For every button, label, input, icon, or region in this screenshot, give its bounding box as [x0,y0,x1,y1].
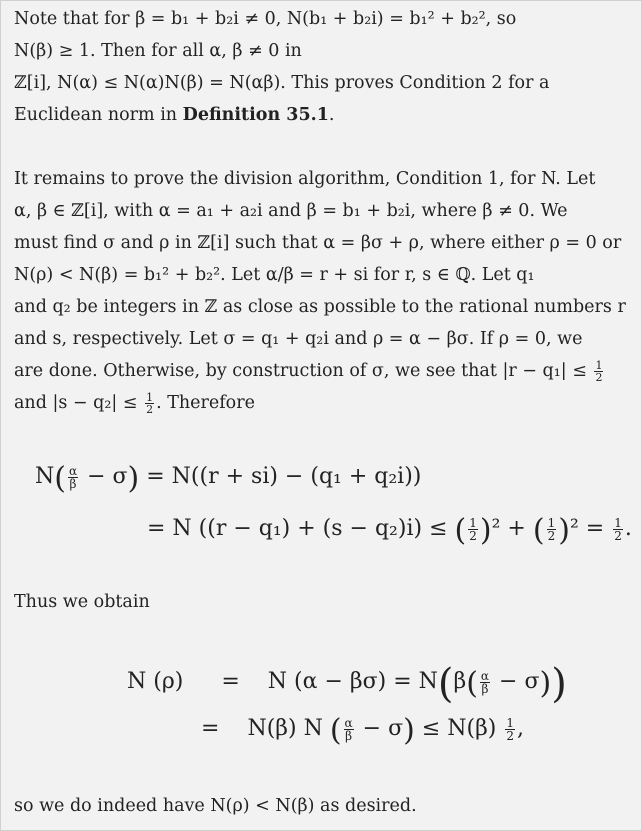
text-line [14,387,634,419]
text-line: Note that for β = b₁ + b₂i ≠ 0, N(b₁ + b₂i) = b₁² + b₂², so [14,9,517,29]
text-line [14,355,634,387]
paragraph-conclusion [14,790,634,822]
fraction-alpha-beta: $\frac{\alpha}{\beta}$ [480,668,490,696]
text-span: Euclidean norm in [14,105,183,125]
text-line: and q₂ be integers in ℤ as close as possible to the rational numbers r [14,297,626,317]
fraction-half: $\frac{1}{2}$ [146,391,154,416]
text-span: . Therefore [156,393,255,413]
text-line [14,99,634,131]
text-span: . [328,105,335,125]
text-line: so we do indeed have N(ρ) < N(β) as desired. [14,796,417,816]
equation-2-row-1: N (ρ) = N (α − βσ) = N(β( $\frac{\alpha}{\beta}$ − σ)) [127,661,567,707]
text-line: N(β) ≥ 1. Then for all α, β ≠ 0 in [14,41,302,61]
text-line: N(ρ) < N(β) = b₁² + b₂². Let α/β = r + si for r, s ∈ ℚ. Let q₁ [14,265,535,285]
fraction-half: $\frac{1}{2}$ [614,515,622,543]
fraction-half: $\frac{1}{2}$ [469,515,477,543]
fraction-half: $\frac{1}{2}$ [506,715,515,743]
text-line: Thus we obtain [14,592,150,612]
definition-reference: Definition 35.1 [182,105,329,125]
fraction-half: $\frac{1}{2}$ [595,359,603,384]
paragraph-norm [14,3,634,131]
text-line: must find σ and ρ in ℤ[i] such that α = βσ + ρ, where either ρ = 0 or [14,233,622,253]
fraction-half: $\frac{1}{2}$ [547,515,556,543]
text-line: It remains to prove the division algorithm, Condition 1, for N. Let [14,169,596,189]
text-span: are done. Otherwise, by construction of σ, we see that |r − q₁| ≤ [14,361,587,381]
text-line: ℤ[i], N(α) ≤ N(α)N(β) = N(αβ). This proves Condition 2 for a [14,73,550,93]
text-line: α, β ∈ ℤ[i], with α = a₁ + a₂i and β = b₁ + b₂i, where β ≠ 0. We [14,201,568,221]
equation-2-row-2: = N(β) N ( $\frac{\alpha}{\beta}$ − σ) ≤ N(β) $\frac{1}{2}$ , [201,713,525,748]
paragraph-division-algorithm [14,163,634,419]
paragraph-thus [14,586,634,618]
fraction-alpha-beta: $\frac{\alpha}{\beta}$ [344,715,353,743]
equation-1-row-2: = N ((r − q₁) + (s − q₂)i) ≤ ( $\frac{1}{2}$ )² + ( $\frac{1}{2}$ )² = $\frac{1}{2}$ . [147,513,632,548]
text-line: and s, respectively. Let σ = q₁ + q₂i and ρ = α − βσ. If ρ = 0, we [14,329,583,349]
equation-1-row-1: N( $\frac{\alpha}{\beta}$ − σ) = N((r + si) − (q₁ + q₂i)) [35,461,422,496]
text-span: and |s − q₂| ≤ [14,393,138,413]
fraction-alpha-beta: $\frac{\alpha}{\beta}$ [68,463,78,491]
